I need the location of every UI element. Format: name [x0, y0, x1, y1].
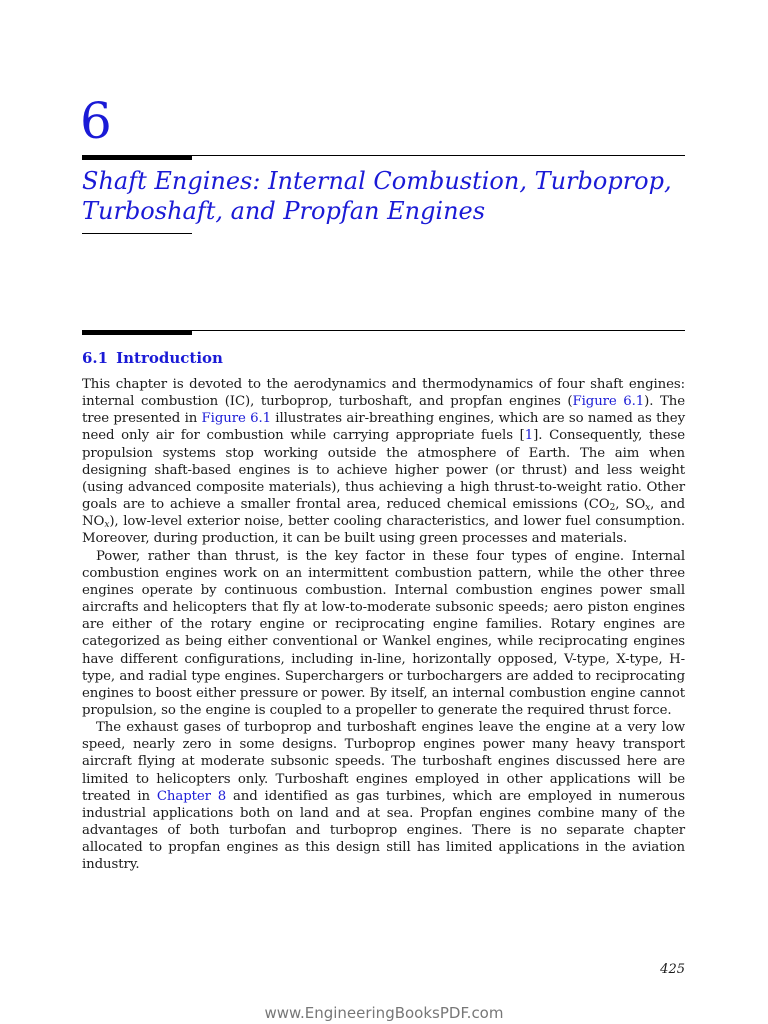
subscript-x-text: x: [104, 520, 110, 531]
paragraph-1-text: This chapter is devoted to the aerodynamics and thermodynamics of four shaft engines: internal combustion (IC), turboprop, turboshaft, and propfan engines (: [82, 377, 685, 410]
subscript-x-text: x: [645, 503, 651, 514]
chapter-number: 6: [80, 92, 112, 150]
section-title: Introduction: [116, 349, 223, 367]
figure-6-1-link[interactable]: Figure 6.1: [201, 411, 271, 427]
chapter-title-line-1: Shaft Engines: Internal Combustion, Turboprop,: [82, 167, 672, 195]
body-text: [82, 376, 685, 874]
paragraph-3-text: and identified as gas turbines, which are employed in numerous industrial applications both on land and at sea. Propfan engines combine many of the advantages of both turbofan and turboprop engines. There is no separate chapter allocated to propfan engines as this design still has limited applications in the aviation industry.: [82, 788, 685, 873]
watermark: www.EngineeringBooksPDF.com: [264, 1004, 504, 1022]
section-heading: [82, 349, 223, 367]
paragraph-1: [82, 376, 685, 548]
paragraph-3: [82, 719, 685, 873]
page-number: 425: [660, 962, 685, 977]
chapter-title-underline: [82, 233, 192, 234]
paragraph-3-text: The exhaust gases of turboprop and turboshaft engines leave the engine at a very low speed, nearly zero in some designs. Turboprop engines power many heavy transport aircraft flying at moderate subsonic speeds. The turboshaft engines discussed here are limited to helicopters only. Turboshaft engines employed in other applications will be treated in: [82, 720, 685, 804]
reference-1-link[interactable]: 1: [524, 428, 534, 444]
chapter-rule-thin-top: [82, 155, 685, 156]
figure-6-1-link[interactable]: Figure 6.1: [572, 394, 645, 410]
chapter-title-line-2: Turboshaft, and Propfan Engines: [82, 197, 486, 225]
section-number: 6.1: [82, 349, 109, 367]
paragraph-1-text: ). The tree presented in: [82, 394, 685, 427]
section-rule-thin: [82, 330, 685, 331]
paragraph-1-text: ]. Consequently, these propulsion systems stop working outside the atmosphere of Earth. The aim when designing shaft-based engines is to achieve higher power (or thrust) and less weight (using advanced composite materials), thus achieving a high thrust-to-weight ratio. Other goals are to achieve a smaller frontal area, reduced chemical emissions (CO: [82, 428, 685, 513]
paragraph-1-text: illustrates air-breathing engines, which are so named as they need only air for combustion while carrying appropriate fuels [: [82, 411, 685, 444]
chapter-title: [82, 166, 682, 226]
paragraph-1-text: , and NO: [82, 497, 685, 530]
paragraph-2: Power, rather than thrust, is the key factor in these four types of engine. Internal combustion engines work on an intermittent combustion pattern, while the other three engines operate by continuous combustion. Internal combustion engines power small aircrafts and helicopters that fly at low-to-moderate subsonic speeds; aero piston engines are either of the rotary engine or reciprocating engine families. Rotary engines are categorized as being either conventional or Wankel engines, while reciprocating engines have different configurations, including in-line, horizontally opposed, V-type, X-type, H-type, and radial type engines. Superchargers or turbochargers are added to reciprocating engines to boost either pressure or power. By itself, an internal combustion engine cannot propulsion, so the engine is coupled to a propeller to generate the required thrust force.: [82, 548, 685, 718]
chapter-8-link[interactable]: Chapter 8: [156, 788, 227, 804]
paragraph-1-text: ), low-level exterior noise, better cooling characteristics, and lower fuel consumption. Moreover, during production, it can be built using green processes and materials.: [82, 514, 685, 547]
paragraph-1-text: , SO: [615, 497, 646, 513]
subscript-2: 2: [609, 503, 616, 514]
